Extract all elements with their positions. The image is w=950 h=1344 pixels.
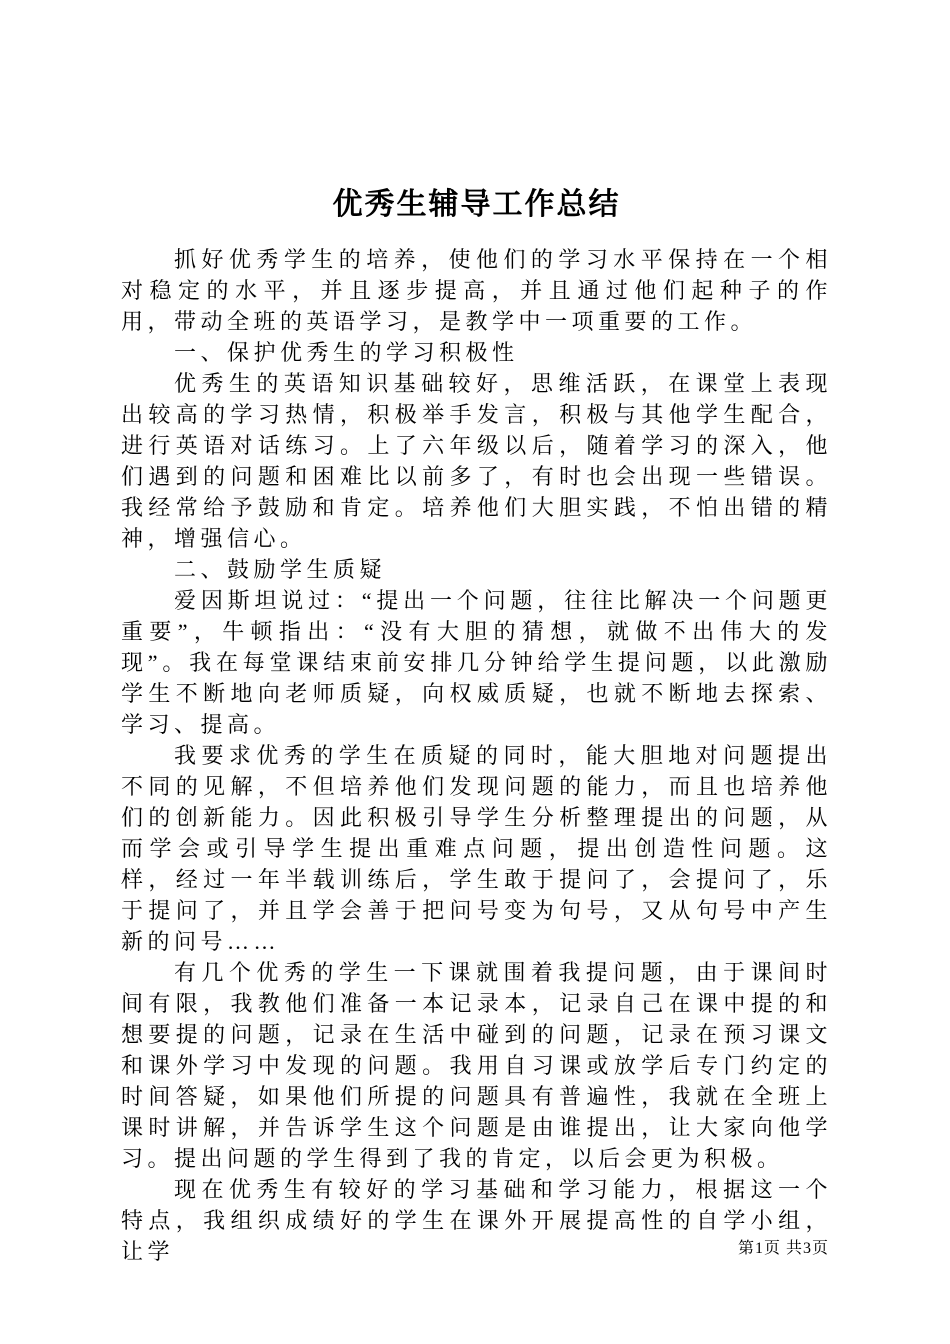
paragraph-body-4: 有几个优秀的学生一下课就围着我提问题，由于课间时间有限，我教他们准备一本记录本，记录自己在课中提的和想要提的问题，记录在生活中碰到的问题，记录在预习课文和课外学习中发现的问题。我用自习课或放学后专门约定的时间答疑，如果他们所提的问题具有普遍性，我就在全班上课时讲解，并告诉学生这个问题是由谁提出，让大家向他学习。提出问题的学生得到了我的肯定，以后会更为积极。	[121, 960, 832, 1171]
page-footer	[738, 1235, 829, 1258]
document-body	[121, 186, 832, 1267]
paragraph-body-2: 爱因斯坦说过：“提出一个问题，往往比解决一个问题更重要”，牛顿指出：“没有大胆的猜想，就做不出伟大的发现”。我在每堂课结束前安排几分钟给学生提问题，以此激励学生不断地向老师质疑，向权威质疑，也就不断地去探索、学习、提高。	[121, 588, 832, 737]
paragraph-body-1: 优秀生的英语知识基础较好，思维活跃，在课堂上表现出较高的学习热情，积极举手发言，积极与其他学生配合，进行英语对话练习。上了六年级以后，随着学习的深入，他们遇到的问题和困难比以前多了，有时也会出现一些错误。我经常给予鼓励和肯定。培养他们大胆实践，不怕出错的精神，增强信心。	[121, 371, 832, 551]
paragraph-body-5: 现在优秀生有较好的学习基础和学习能力，根据这一个特点，我组织成绩好的学生在课外开展提高性的自学小组，让学	[121, 1177, 832, 1264]
page-number-label: 第1页 共3页	[737, 1240, 829, 1257]
paragraph-body-3: 我要求优秀的学生在质疑的同时，能大胆地对问题提出不同的见解，不但培养他们发现问题的能力，而且也培养他们的创新能力。因此积极引导学生分析整理提出的问题，从而学会或引导学生提出重难点问题，提出创造性问题。这样，经过一年半载训练后，学生敢于提问了，会提问了，乐于提问了，并且学会善于把问号变为句号，又从句号中产生新的问号……	[121, 743, 832, 954]
paragraph-intro: 抓好优秀学生的培养，使他们的学习水平保持在一个相对稳定的水平，并且逐步提高，并且通过他们起种子的作用，带动全班的英语学习，是教学中一项重要的工作。	[121, 247, 832, 334]
paragraph-heading-1: 一、保护优秀生的学习积极性	[174, 340, 519, 365]
paragraph-heading-2: 二、鼓励学生质疑	[174, 557, 387, 582]
document-title: 优秀生辅导工作总结	[332, 188, 621, 221]
